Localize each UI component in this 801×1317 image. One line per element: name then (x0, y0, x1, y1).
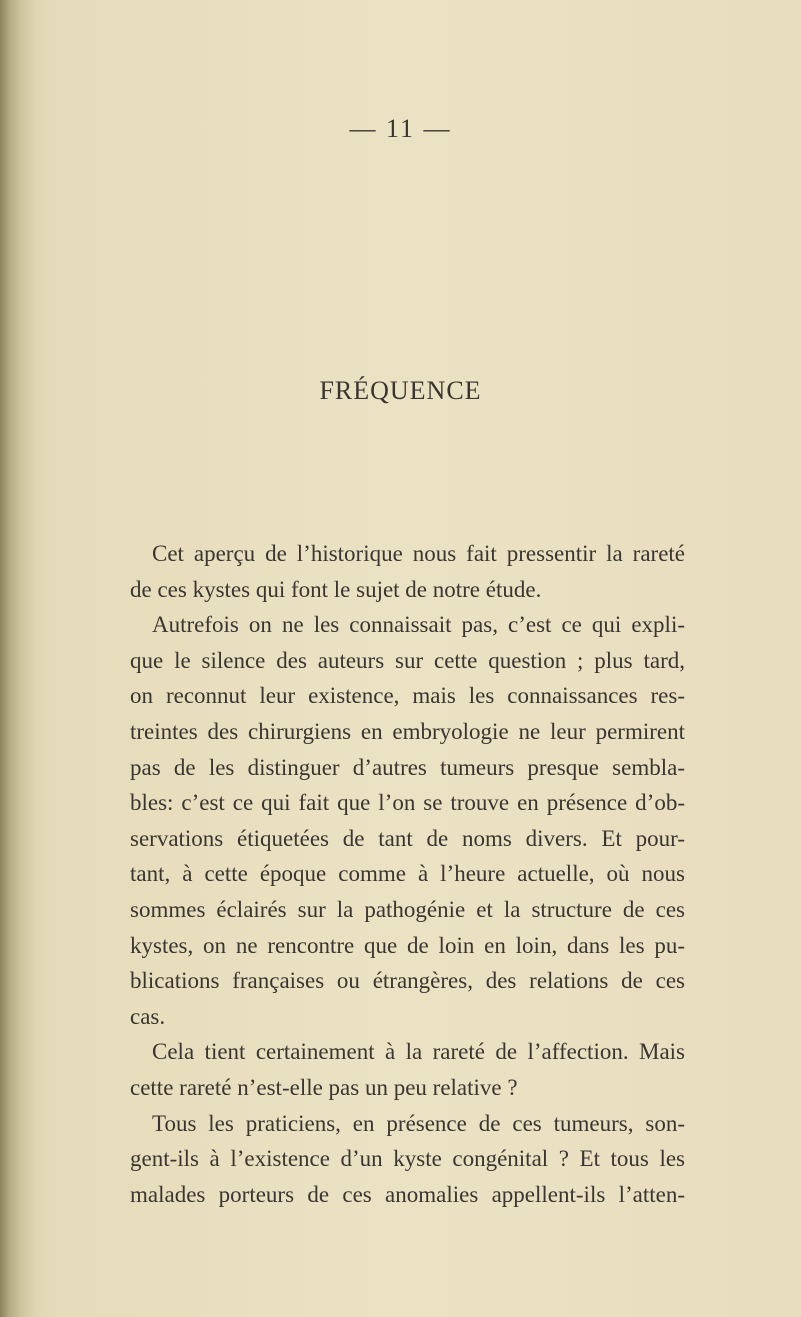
page-number: — 11 — (349, 114, 452, 143)
text-line: treintes des chirurgiens en embryologie ne leur permirent (130, 718, 685, 744)
text-line: pas de les distinguer d’autres tumeurs presque sembla- (130, 754, 685, 780)
text-line: cette rareté n’est-elle pas un peu relative ? (130, 1074, 518, 1100)
binding-edge (0, 0, 38, 1317)
text-line: gent-ils à l’existence d’un kyste congénital ? Et tous les (130, 1146, 685, 1172)
text-line: servations étiquetées de tant de noms divers. Et pour- (130, 825, 685, 851)
text-line: Cet aperçu de l’historique nous fait pressentir la rareté (152, 541, 685, 566)
text-line: on reconnut leur existence, mais les connaissances res- (130, 683, 685, 709)
text-line: Cela tient certainement à la rareté de l’affection. Mais (152, 1039, 685, 1065)
text-line: Autrefois on ne les connaissait pas, c’est ce qui expli- (152, 612, 685, 638)
text-line: cas. (130, 1003, 166, 1029)
text-line: Tous les praticiens, en présence de ces tumeurs, son- (152, 1110, 685, 1136)
text-line: malades porteurs de ces anomalies appellent-ils l’atten- (130, 1181, 685, 1207)
text-line: de ces kystes qui font le sujet de notre étude. (130, 576, 542, 602)
body-text (130, 536, 685, 1212)
text-line: blications françaises ou étrangères, des relations de ces (130, 968, 685, 994)
text-line: tant, à cette époque comme à l’heure actuelle, où nous (130, 861, 685, 887)
text-line: que le silence des auteurs sur cette question ; plus tard, (130, 647, 685, 673)
text-line: sommes éclairés sur la pathogénie et la structure de ces (130, 896, 685, 922)
text-line: kystes, on ne rencontre que de loin en loin, dans les pu- (130, 932, 685, 958)
chapter-heading: FRÉQUENCE (319, 376, 482, 405)
text-line: bles: c’est ce qui fait que l’on se trouve en présence d’ob- (130, 790, 685, 816)
